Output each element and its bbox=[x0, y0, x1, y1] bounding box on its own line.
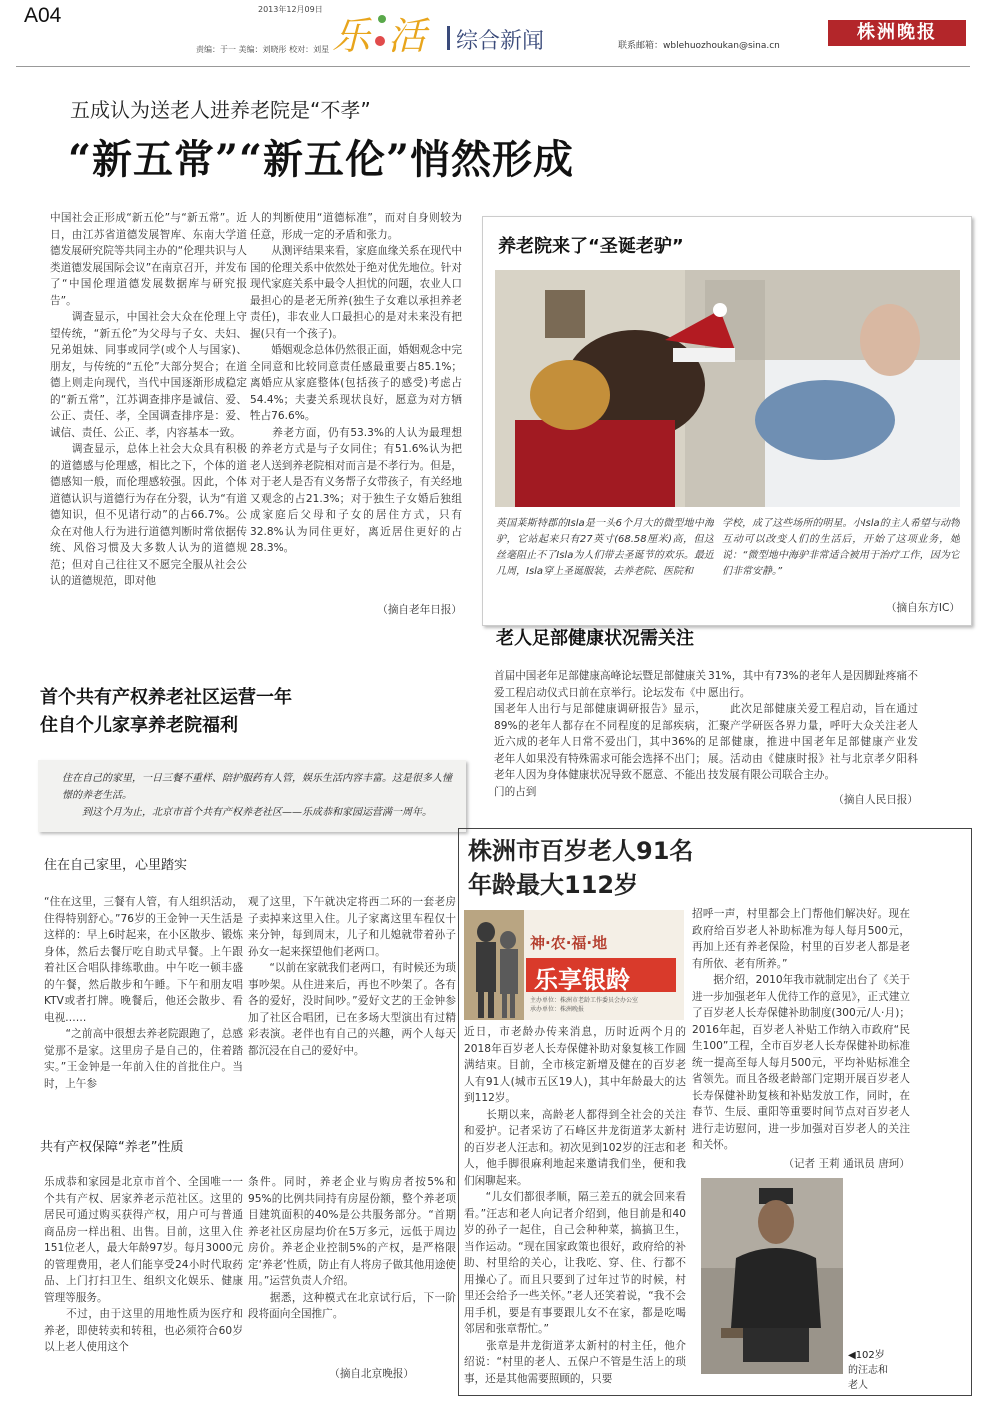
subhead-home: 住在自己家里，心里踏实 bbox=[44, 858, 188, 873]
property-col1: 乐成恭和家园是北京市首个、全国唯一一个共有产权、居家养老示范社区。这里的居民可通过购买获得产权，用户可与普通商品房一样出租、出售。目前，这里入住151位老人，最大年龄97岁。每月3000元的管理费用，老人们能享受24小时代取药品、上门打扫卫生、组织文化娱乐、健康管理等服务。 不过，由于这里的用地性质为医疗和养老，即使转卖和转租，也必须符合60岁以上老人使用这个 bbox=[44, 1176, 243, 1353]
home-col1: “住在这里，三餐有人管，有人组织活动，住得特别舒心。”76岁的王金钟一天生活是这样的：早上6时起来，在小区散步、锻炼身体，然后去餐厅吃自助式早餐。上午跟着社区合唱队排练歌曲。中午吃一顿丰盛的午餐，然后散步和午睡。下午和朋友唱KTV或者打牌。晚餐后，他还会散步、看电视…… “之前高中很想去养老院跟跑了，总感觉那不是家。这里房子是自己的，住着踏实。”王金钟是一年前入住的首批住户。当时，上午参 bbox=[44, 896, 243, 1090]
donkey-photo bbox=[495, 270, 960, 507]
contact-email: 联系邮箱：wblehuozhoukan@sina.cn bbox=[618, 41, 780, 51]
lehuo-logo bbox=[330, 5, 454, 61]
banner-main: 乐享银龄 bbox=[534, 966, 630, 994]
lead-text: 住在自己的家里，一日三餐不重样、陪护服药有人管，娱乐生活内容丰富。这是很多人憧憬的养老生活。 到这个月为止，北京市首个共有产权养老社区——乐成恭和家园运营满一周年。 bbox=[62, 773, 452, 818]
photo-caption-left: 英国莱斯特郡的Isla是一头6个月大的微型地中海驴，它站起来只有27英寸(68.58厘米)高，但这丝毫阻止不了Isla为人们带去圣诞节的欢乐。最近几周，Isla穿上圣诞服装，去养老院、医院和 bbox=[496, 518, 714, 577]
main-headline: “新五常”“新五伦”悄然形成 bbox=[68, 136, 575, 183]
photo-caption-right: 学校，成了这些场所的明星。小Isla的主人希望与动物互动可以改变人们的生活后，开始了这项业务，她说：“微型地中海驴非常适合被用于治疗工作，因为它们非常安静。” bbox=[722, 518, 960, 577]
property-col2: 条件。同时，养老企业与购房者按5%和95%的比例共同持有房屋份额，整个养老项目建筑面积的40%是公共服务部分。“首期养老社区房屋均价在5万多元，远低于周边房价。养老企业控制5%的产权，是严格限定‘养老’性质，防止有人将房子做其他用途使用。”运营负责人介绍。 据悉，这种模式在北京试行后，下一阶段将面向全国推广。 bbox=[248, 1176, 456, 1320]
banner-organizers: 主办单位：株洲市老龄工作委员会办公室 承办单位：株洲晚报 bbox=[530, 997, 639, 1013]
main-article-source: （摘自老年日报） bbox=[377, 604, 462, 616]
property-source: （摘自北京晚报） bbox=[329, 1368, 414, 1380]
elderly-community-headline: 首个共有产权养老社区运营一年 住自个儿家享养老院福利 bbox=[40, 687, 292, 736]
section-title: 综合新闻 bbox=[456, 29, 545, 54]
foot-health-col1: 首届中国老年足部健康高峰论坛暨足部健康关爱工程启动仪式日前在京举行。论坛发布《中国老年人出行与足部健康调研报告》显示，89%的老年人都存在不同程度的足部疾病，近六成的老年人日常不爱出门，其中36%的老年人如果没有特殊需求可能会选择不出门；老年人因为身体健康状况导致不愿意、不能出门的占到 bbox=[494, 670, 706, 798]
centenarian-col2: 招呼一声，村里都会上门帮他们解决好。现在政府给百岁老人补助标准为每人每月500元，再加上还有养老保险，村里的百岁老人都是老有所依、老有所养。” 据介绍，2010年我市就制定出台了《关于进一步加强老年人优待工作的意见》，正式建立了百岁老人长寿保健补助制度(300元/人·月)；2016年起，百岁老人补贴工作纳入市政府“民生100”工程，全市百岁老人长寿保健补助标准统一提高至每人每月500元，平均补贴标准全省领先。而且各级老龄部门定期开展百岁老人长寿保健补助复核和补贴发放工作，同时，在春节、生辰、重阳等重要时间节点对百岁老人进行走访慰问，进一步加强对百岁老人的关注和关怀。 bbox=[692, 908, 910, 1151]
logo-char-2: 活 bbox=[388, 14, 427, 58]
elderly-man-photo bbox=[701, 1178, 843, 1374]
main-article-col1: 中国社会正形成“新五伦”与“新五常”。近日，由江苏省道德发展智库、东南大学道德发展研究院等共同主办的“伦理共识与人类道德发展国际会议”在南京召开，并发布了“中国伦理道德发展数据库与研究报告”。 调查显示，中国社会大众在伦理上守望传统，“新五伦”为父母与子女、夫妇、兄弟姐妹、同事或同学(或个人与国家)、朋友，与传统的“五伦”大部分契合；在道德上则走向现代，当代中国逐渐形成稳定的“新五常”，江苏调查排序是诚信、爱、公正、责任、孝，全国调查排序是：爱、诚信、责任、公正、孝，内容基本一致。 调查显示，总体上社会大众具有积极的道德感与伦理感，相比之下，个体的道德感知一般，而伦理感较强。因此，个体道德认识与道德行为存在分裂，认为“有道德知识，但不见诸行动”的占66.7%。公众在对他人行为进行道德判断时常依据传统、风俗习惯及大多数人认为的道德规范；但对自己往往又不愿完全服从社会公认的道德规范，即对他 bbox=[50, 212, 247, 587]
foot-health-col2: 31%，其中有73%的老年人是因脚趾疼痛不愿出行。 此次足部健康关爱工程启动，旨在通过汇聚产学研医各界力量，呼吁大众关注老人足部健康，推进中国老年足部健康产业发展。活动由《健康时报》社与北京孝夕阳科技发展有限公司联合主办。 bbox=[708, 670, 918, 781]
masthead-logo bbox=[828, 20, 966, 46]
column-banner bbox=[464, 910, 684, 1020]
main-kicker: 五成认为送老人进养老院是“不孝” bbox=[70, 98, 371, 122]
editors-line: 责编：于一 美编：刘晓彤 校对：刘星 bbox=[196, 45, 330, 54]
logo-dot-green bbox=[378, 15, 386, 23]
header-rule bbox=[16, 66, 970, 67]
photo-story-source: （摘自东方IC） bbox=[885, 602, 960, 614]
centenarian-col1: 近日，市老龄办传来消息，历时近两个月的2018年百岁老人长寿保健补助对象复核工作圆满结束。目前，全市核定新增及健在的百岁老人有91人(城市五区19人)，其中年龄最大的达到112岁。 长期以来，高龄老人都得到全社会的关注和爱护。记者采访了石峰区井龙街道茅太新村的百岁老人汪志和。初次见到102岁的汪志和老人，他手脚很麻利地起来邀请我们坐，便和我们闲聊起来。 “儿女们都很孝顺，隔三差五的就会回来看看。”汪志和老人向记者介绍到，他目前是和40岁的孙子一起住，自己会种种菜，搞搞卫生，当作运动。“现在国家政策也很好，政府给的补助、村里给的关心，让我吃、穿、住、行都不用操心了。而且只要到了过年过节的时候，村里还会给予一些关怀。”老人还笑着说，“我不会用手机，要是有事要跟儿女不在家，都是吃喝邻居和张章帮忙。” 张章是井龙街道茅太新村的村主任，他介绍说：“村里的老人、五保户不管是生活上的琐事，还是其他需要照顾的，只要 bbox=[464, 1026, 686, 1385]
elderly-man-caption: ◀102岁 的汪志和 老人 bbox=[848, 1350, 888, 1391]
subhead-property: 共有产权保障“养老”性质 bbox=[40, 1140, 184, 1155]
home-col2: 观了这里，下午就决定将西二环的一套老房子卖掉来这里入住。儿子家离这里车程仅十来分钟，每到周末，儿子和儿媳就带着孙子孙女一起来探望他们老两口。 “以前在家就我们老两口，有时候还为琐事吵架。从住进来后，再也不吵架了。各有各的爱好，没时间吵。”爱好文艺的王金钟参加了社区合唱团，已在多场大型演出有过精彩表演。老伴也有自己的兴趣，两个人每天都沉浸在自己的爱好中。 bbox=[248, 896, 456, 1057]
centenarian-headline: 株洲市百岁老人91名 年龄最大112岁 bbox=[468, 837, 694, 899]
centenarian-source: （记者 王莉 通讯员 唐珂） bbox=[783, 1158, 910, 1170]
section-divider bbox=[447, 26, 450, 50]
masthead-text: 株洲晚报 bbox=[857, 22, 937, 43]
elderly-man-photo-illustration bbox=[701, 1178, 843, 1374]
photo-story-title: 养老院来了“圣诞老驴” bbox=[498, 236, 684, 257]
page-number: A04 bbox=[24, 4, 62, 27]
logo-char-1: 乐 bbox=[332, 14, 371, 58]
main-article-col2: 人的判断使用“道德标准”，而对自身则较为任意，形成一定的矛盾和张力。 从测评结果来看，家庭血缘关系在现代中国的伦理关系中依然处于绝对优先地位。针对现代家庭关系中最令人担忧的问题，农业人口最担心的是老无所养(独生子女难以承担养老责任)，非农业人口最担心的是对未来没有把握(只有一个孩子)。 婚姻观念总体仍然很正面，婚姻观念中完全同意和比较同意责任感最重要占85.1%；离婚应从家庭整体(包括孩子的感受)考虑占54.4%；夫妻关系现状良好，愿意为对方牺牲占76.6%。 养老方面，仍有53.3%的人认为最理想的养老方式是与子女同住；有51.6%认为把老人送到养老院相对而言是不孝行为。但是，对于老人是否有义务帮子女带孩子，有关经地又观念的占21.3%；对于独生子女婚后独组成家庭后父母和子女的居住方式，只有32.8%认为同住更好，离近居住更好的占28.3%。 bbox=[250, 212, 462, 554]
lehuo-logo-graphic bbox=[330, 5, 454, 61]
foot-health-headline: 老人足部健康状况需关注 bbox=[496, 628, 694, 649]
donkey-photo-illustration bbox=[495, 270, 960, 507]
banner-title: 神·农·福·地 bbox=[530, 934, 608, 952]
foot-health-source: （摘自人民日报） bbox=[833, 794, 918, 806]
logo-dot-red bbox=[375, 36, 385, 46]
date-line: 2013年12月09日 bbox=[258, 5, 323, 14]
